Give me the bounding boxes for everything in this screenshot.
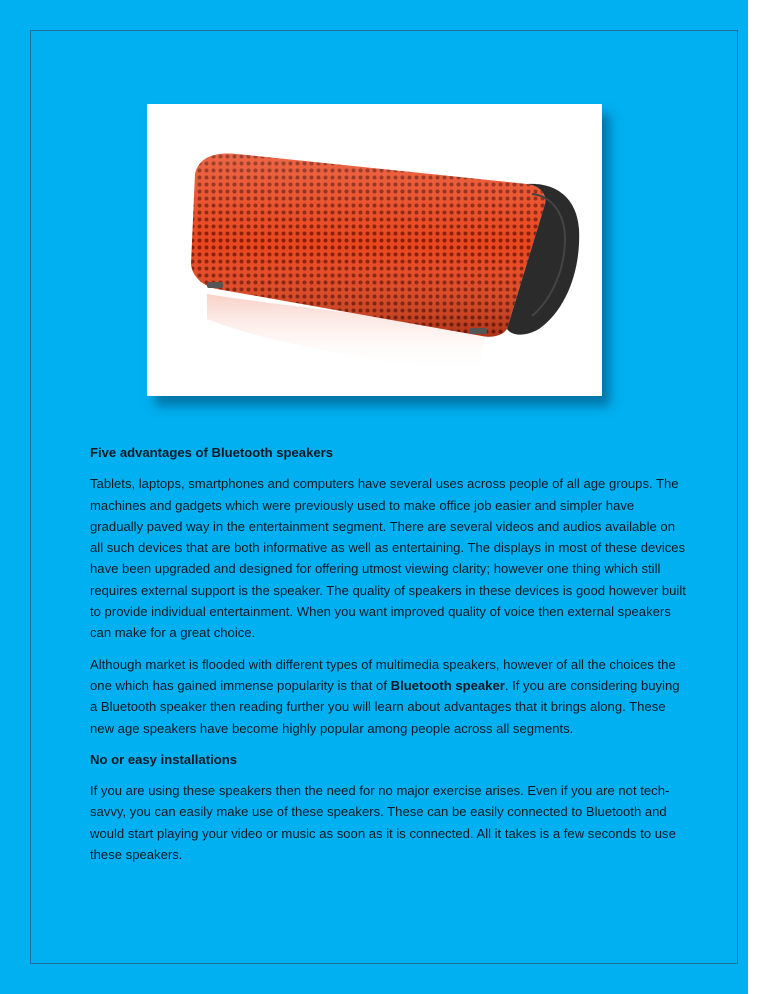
paragraph-text: . If you are considering buying a Bluetooth speaker then reading further you will learn about advantages that it brings along. These new age speakers have become highly popular among people across all segments.	[90, 677, 680, 736]
section-heading: Five advantages of Bluetooth speakers	[90, 445, 334, 460]
section-heading: No or easy installations	[90, 751, 237, 767]
article-body	[90, 442, 686, 875]
paragraph-text: Although market is flooded with different types of multimedia speakers, however of all the choices the one which has gained immense popularity is that of	[90, 656, 676, 693]
speaker-image	[147, 104, 602, 396]
bold-term: Bluetooth speaker	[390, 677, 505, 693]
paragraph	[90, 654, 686, 739]
speaker-illustration	[147, 104, 602, 396]
paragraph: Tablets, laptops, smartphones and computers have several uses across people of all age groups. The machines and gadgets which were previously used to make office job easier and simpler have gradually paved way in the entertainment segment. There are several videos and audios available on all such devices that are both informative as well as entertaining. The displays in most of these devices have been upgraded and designed for offering utmost viewing clarity; however one thing which still requires external support is the speaker. The quality of speakers in these devices is good however built to provide individual entertainment. When you want improved quality of voice then external speakers can make for a great choice.	[90, 476, 686, 641]
paragraph: If you are using these speakers then the need for no major exercise arises. Even if you are not tech-savvy, you can easily make use of these speakers. These can be easily connected to Bluetooth and would start playing your video or music as soon as it is connected. All it takes is a few seconds to use these speakers.	[90, 783, 676, 863]
